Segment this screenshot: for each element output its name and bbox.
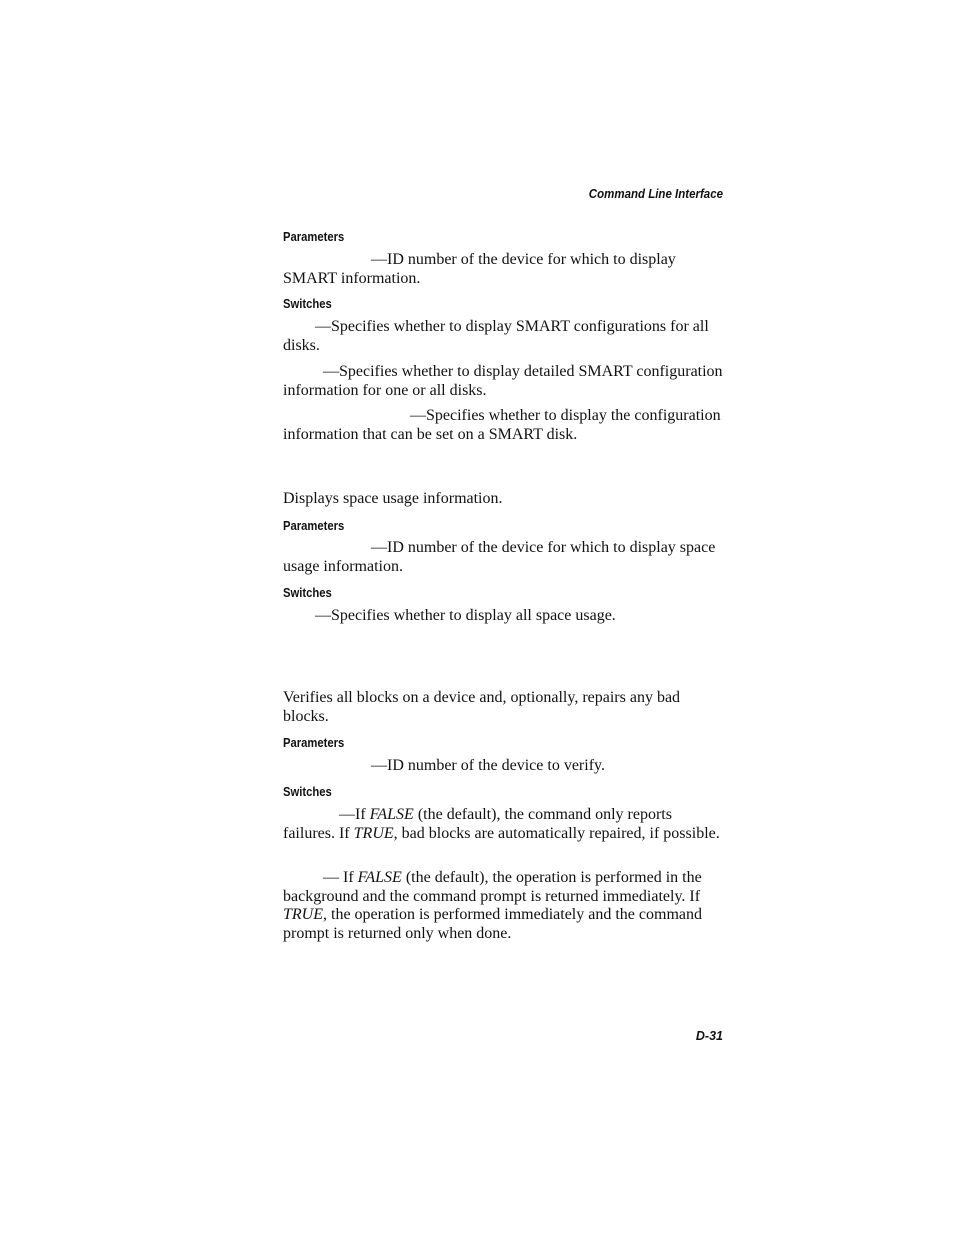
verify-description: Verifies all blocks on a device and, optionally, repairs any bad blocks. [283, 689, 681, 725]
smart-switch-all: —Specifies whether to display SMART configurations for all disks. [283, 318, 709, 354]
smart-switch-settable: —Specifies whether to display the configuration information that can be set on a SMART disk. [283, 407, 721, 443]
page-number: D-31 [695, 1029, 723, 1043]
verify-switches-heading: Switches [283, 785, 332, 799]
verify-switch-wait: — If FALSE (the default), the operation is performed in the background and the command prompt is returned immediately. If TRUE, the operation is performed immediately and the command prompt is returned only when done. [283, 869, 702, 942]
running-head: Command Line Interface [588, 187, 723, 201]
space-params-heading: Parameters [283, 519, 345, 533]
verify-param-device-id: —ID number of the device to verify. [371, 757, 605, 774]
smart-params-heading: Parameters [283, 230, 345, 244]
space-switches-heading: Switches [283, 586, 332, 600]
verify-switch-repair: —If FALSE (the default), the command only reports failures. If TRUE, bad blocks are automatically repaired, if possible. [283, 806, 720, 842]
smart-param-device-id: —ID number of the device for which to display SMART information. [283, 251, 676, 287]
space-description: Displays space usage information. [283, 490, 503, 507]
smart-switch-detailed: —Specifies whether to display detailed SMART configuration information for one or all disks. [283, 363, 723, 399]
verify-params-heading: Parameters [283, 736, 345, 750]
space-switch-all: —Specifies whether to display all space usage. [315, 607, 616, 624]
smart-switches-heading: Switches [283, 297, 332, 311]
space-param-device-id: —ID number of the device for which to display space usage information. [283, 539, 716, 575]
